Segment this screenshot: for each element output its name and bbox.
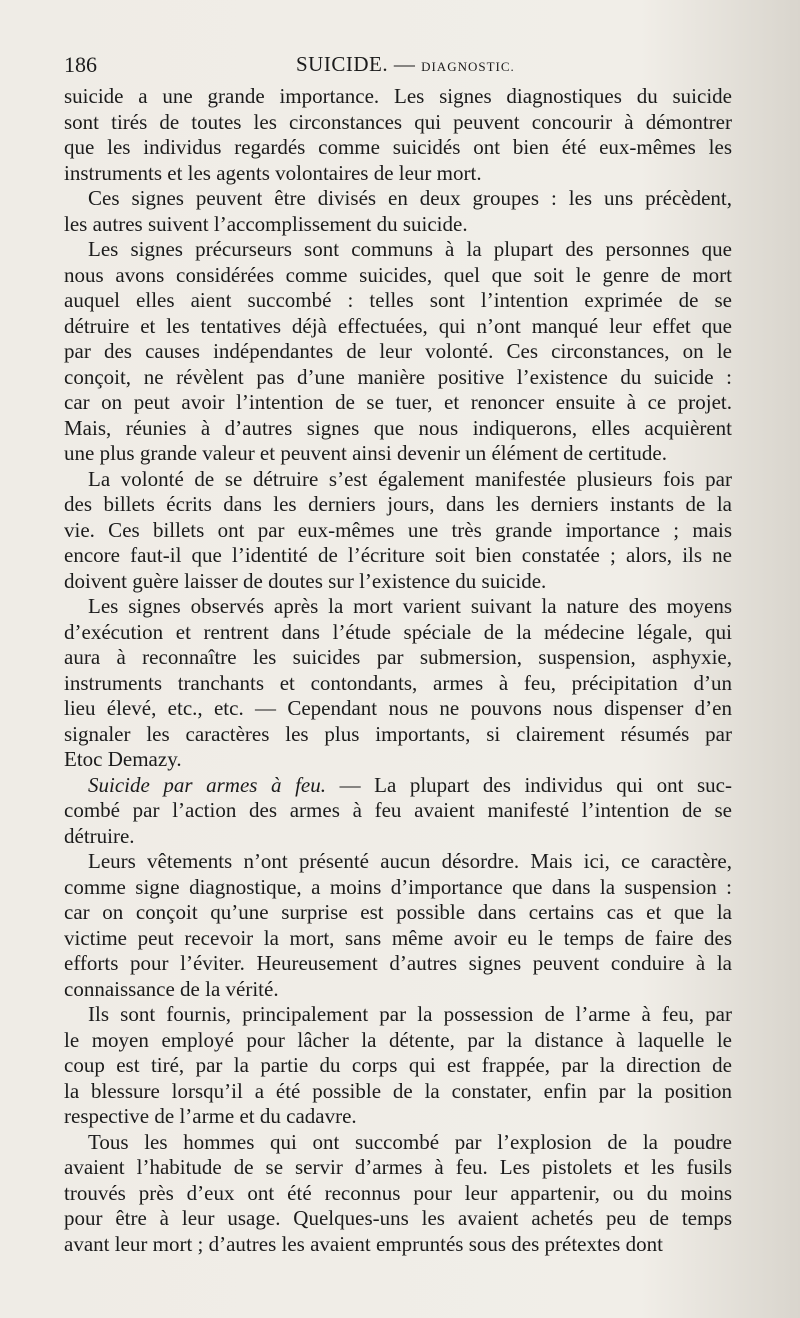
text-line: une plus grande valeur et peuvent ainsi devenir un élément de certitude. <box>64 441 667 465</box>
text-line-content: — La plupart des individus qui ont suc- <box>326 772 732 797</box>
text-line: car on conçoit qu’une surprise est possible dans certains cas et que la <box>64 900 732 924</box>
text-line: instruments et les agents volontaires de leur mort. <box>64 160 482 185</box>
text-line: victime peut recevoir la mort, sans même avoir eu le temps de faire des <box>64 925 732 950</box>
running-head-title: SUICIDE. <box>296 52 389 76</box>
text-line: détruire et les tentatives déjà effectuées, qui n’ont manqué leur effet que <box>64 313 732 338</box>
text-line: La volonté de se détruire s’est également manifestée plusieurs fois par <box>88 466 732 491</box>
text-line: trouvés près d’eux ont été reconnus pour leur appartenir, ou du moins <box>64 1180 732 1205</box>
text-line: signaler les caractères les plus importants, si clairement résumés par <box>64 721 732 746</box>
text-line: lieu élevé, etc., etc. — Cependant nous ne pouvons nous dispenser d’en <box>64 696 732 720</box>
text-line: avant leur mort ; d’autres les avaient empruntés sous des prétextes dont <box>64 1231 663 1256</box>
body-text <box>64 84 732 1257</box>
text-line: nous avons considérées comme suicides, quel que soit le genre de mort <box>64 262 732 287</box>
paragraph <box>64 1130 732 1258</box>
text-line: pour être à leur usage. Quelques-uns les avaient achetés peu de temps <box>64 1206 732 1230</box>
paragraph <box>64 237 732 467</box>
text-line: que les individus regardés comme suicidés ont bien été eux-mêmes les <box>64 135 732 159</box>
text-line: combé par l’action des armes à feu avaient manifesté l’intention de se <box>64 798 732 822</box>
text-line: doivent guère laisser de doutes sur l’existence du suicide. <box>64 568 547 593</box>
text-line: Etoc Demazy. <box>64 747 182 771</box>
text-line: Mais, réunies à d’autres signes que nous indiquerons, elles acquièrent <box>64 415 732 440</box>
text-line: encore faut-il que l’identité de l’écriture soit bien constatée ; alors, ils ne <box>64 543 732 567</box>
paragraph <box>64 594 732 773</box>
text-line: des billets écrits dans les derniers jours, dans les derniers instants de la <box>64 492 732 516</box>
section-heading: Suicide par armes à feu. <box>88 772 326 797</box>
text-line: Les signes précurseurs sont communs à la plupart des personnes que <box>88 237 732 261</box>
text-line: suicide a une grande importance. Les signes diagnostiques du suicide <box>64 84 732 108</box>
text-line: par des causes indépendantes de leur volonté. Ces circonstances, on le <box>64 339 732 363</box>
text-line: détruire. <box>64 823 135 848</box>
running-head-section: DIAGNOSTIC. <box>421 59 515 74</box>
page-header <box>64 52 732 86</box>
text-line: d’exécution et rentrent dans l’étude spéciale de la médecine légale, qui <box>64 619 732 644</box>
text-line: instruments tranchants et contondants, armes à feu, précipitation d’un <box>64 670 732 695</box>
running-head <box>296 52 515 77</box>
text-line: Ces signes peuvent être divisés en deux groupes : les uns précèdent, <box>88 186 732 210</box>
paragraph <box>64 84 732 186</box>
text-line <box>64 773 732 799</box>
text-line: coup est tiré, par la partie du corps qui est frappée, par la direction de <box>64 1053 732 1077</box>
text-line: les autres suivent l’accomplissement du suicide. <box>64 211 468 236</box>
text-line: la blessure lorsqu’il a été possible de la constater, enfin par la position <box>64 1078 732 1103</box>
text-line: car on peut avoir l’intention de se tuer, et renoncer ensuite à ce projet. <box>64 390 732 414</box>
text-line: Tous les hommes qui ont succombé par l’explosion de la poudre <box>88 1129 732 1154</box>
text-line: respective de l’arme et du cadavre. <box>64 1104 357 1128</box>
text-line: aura à reconnaître les suicides par submersion, suspension, asphyxie, <box>64 645 732 669</box>
text-line: connaissance de la vérité. <box>64 976 279 1001</box>
page-number: 186 <box>64 52 97 77</box>
text-line: efforts pour l’éviter. Heureusement d’autres signes peuvent conduire à la <box>64 951 732 975</box>
paragraph <box>64 849 732 1002</box>
paragraph <box>64 1002 732 1130</box>
paragraph <box>64 186 732 237</box>
paragraph <box>64 773 732 850</box>
text-line: Leurs vêtements n’ont présenté aucun désordre. Mais ici, ce caractère, <box>88 849 732 873</box>
text-line: sont tirés de toutes les circonstances qui peuvent concourir à démontrer <box>64 109 732 134</box>
text-line: Ils sont fournis, principalement par la possession de l’arme à feu, par <box>88 1002 732 1026</box>
text-line: Les signes observés après la mort varient suivant la nature des moyens <box>88 594 732 618</box>
paragraph <box>64 467 732 595</box>
text-line: avaient l’habitude de se servir d’armes à feu. Les pistolets et les fusils <box>64 1155 732 1179</box>
text-line: vie. Ces billets ont par eux-mêmes une très grande importance ; mais <box>64 517 732 542</box>
running-head-separator: — <box>393 52 416 76</box>
text-line: conçoit, ne révèlent pas d’une manière positive l’existence du suicide : <box>64 364 732 389</box>
text-line: le moyen employé pour lâcher la détente, par la distance à laquelle le <box>64 1027 732 1052</box>
text-line: comme signe diagnostique, a moins d’importance que dans la suspension : <box>64 874 732 899</box>
text-line: auquel elles aient succombé : telles sont l’intention exprimée de se <box>64 288 732 312</box>
